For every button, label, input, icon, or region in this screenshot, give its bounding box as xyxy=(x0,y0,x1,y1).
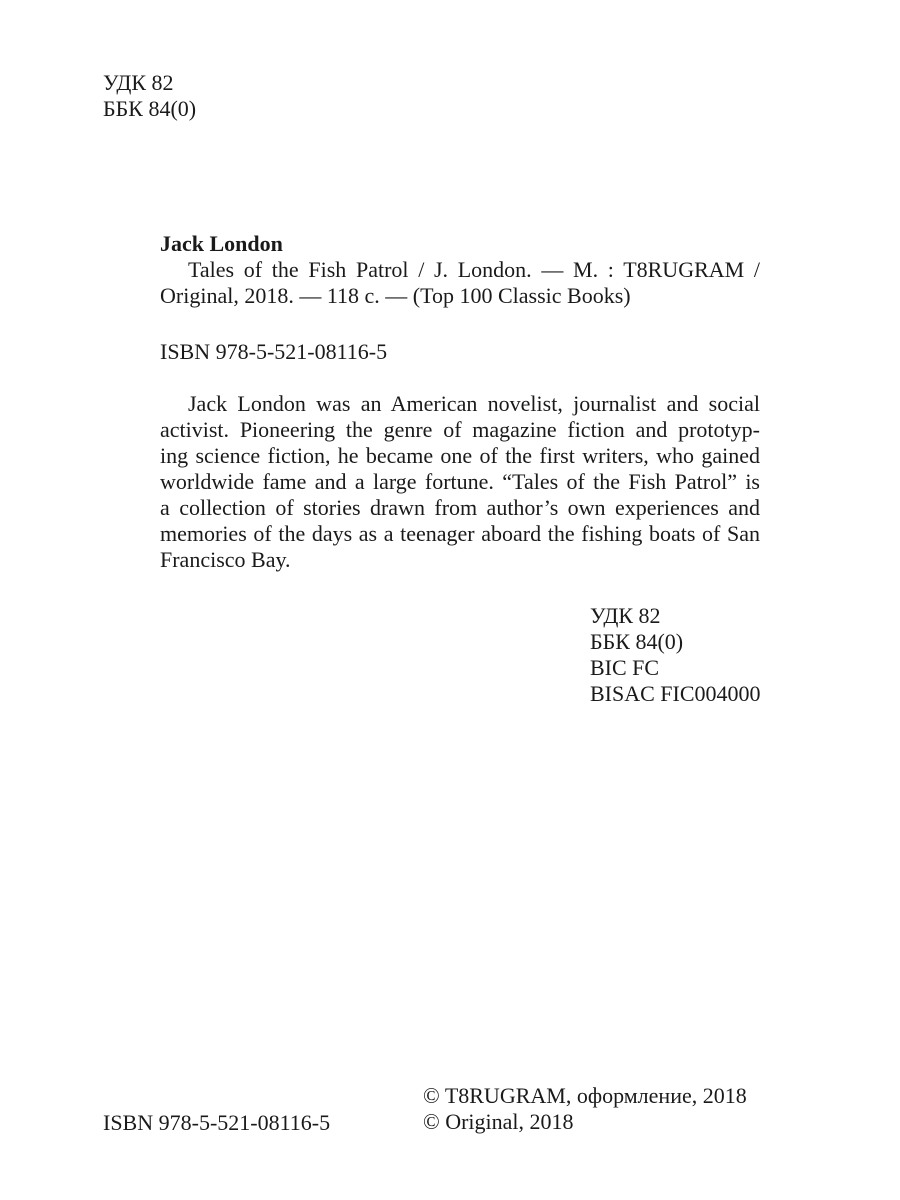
udk-code: УДК 82 xyxy=(590,603,661,628)
isbn-record xyxy=(160,339,387,365)
annotation-line: activist. Pioneering the genre of magazine fiction and prototyp- xyxy=(160,417,760,442)
annotation-paragraph xyxy=(160,391,760,573)
udk-code: УДК 82 xyxy=(103,70,174,95)
annotation-line: a collection of stories drawn from author’s own experiences and xyxy=(160,495,760,520)
bibliographic-description-line: Tales of the Fish Patrol / J. London. — M. : T8RUGRAM / xyxy=(188,257,760,282)
copyright-line: © Original, 2018 xyxy=(423,1109,574,1134)
isbn-footer xyxy=(103,1110,330,1136)
author-name: Jack London xyxy=(160,231,283,256)
isbn-number: ISBN 978-5-521-08116-5 xyxy=(103,1110,331,1135)
annotation-line: Jack London was an American novelist, journalist and social xyxy=(188,391,760,416)
bbk-code: ББК 84(0) xyxy=(103,96,197,121)
annotation-line: memories of the days as a teenager aboard the fishing boats of San xyxy=(160,521,760,546)
isbn-number: ISBN 978-5-521-08116-5 xyxy=(160,339,388,364)
annotation-line: worldwide fame and a large fortune. “Tales of the Fish Patrol” is xyxy=(160,469,760,494)
annotation-line: Francisco Bay. xyxy=(160,547,291,572)
annotation-line: ing science fiction, he became one of the first writers, who gained xyxy=(160,443,760,468)
bisac-code: BISAC FIC004000 xyxy=(590,681,761,706)
copyright-notice xyxy=(423,1083,747,1135)
top-classification-codes xyxy=(103,70,196,122)
bbk-code: ББК 84(0) xyxy=(590,629,684,654)
bibliographic-description-line: Original, 2018. — 118 с. — (Top 100 Classic Books) xyxy=(160,283,631,308)
bibliographic-record xyxy=(160,231,760,309)
classification-codes xyxy=(590,603,761,707)
bic-code: BIC FC xyxy=(590,655,660,680)
copyright-line: © T8RUGRAM, оформление, 2018 xyxy=(423,1083,747,1108)
